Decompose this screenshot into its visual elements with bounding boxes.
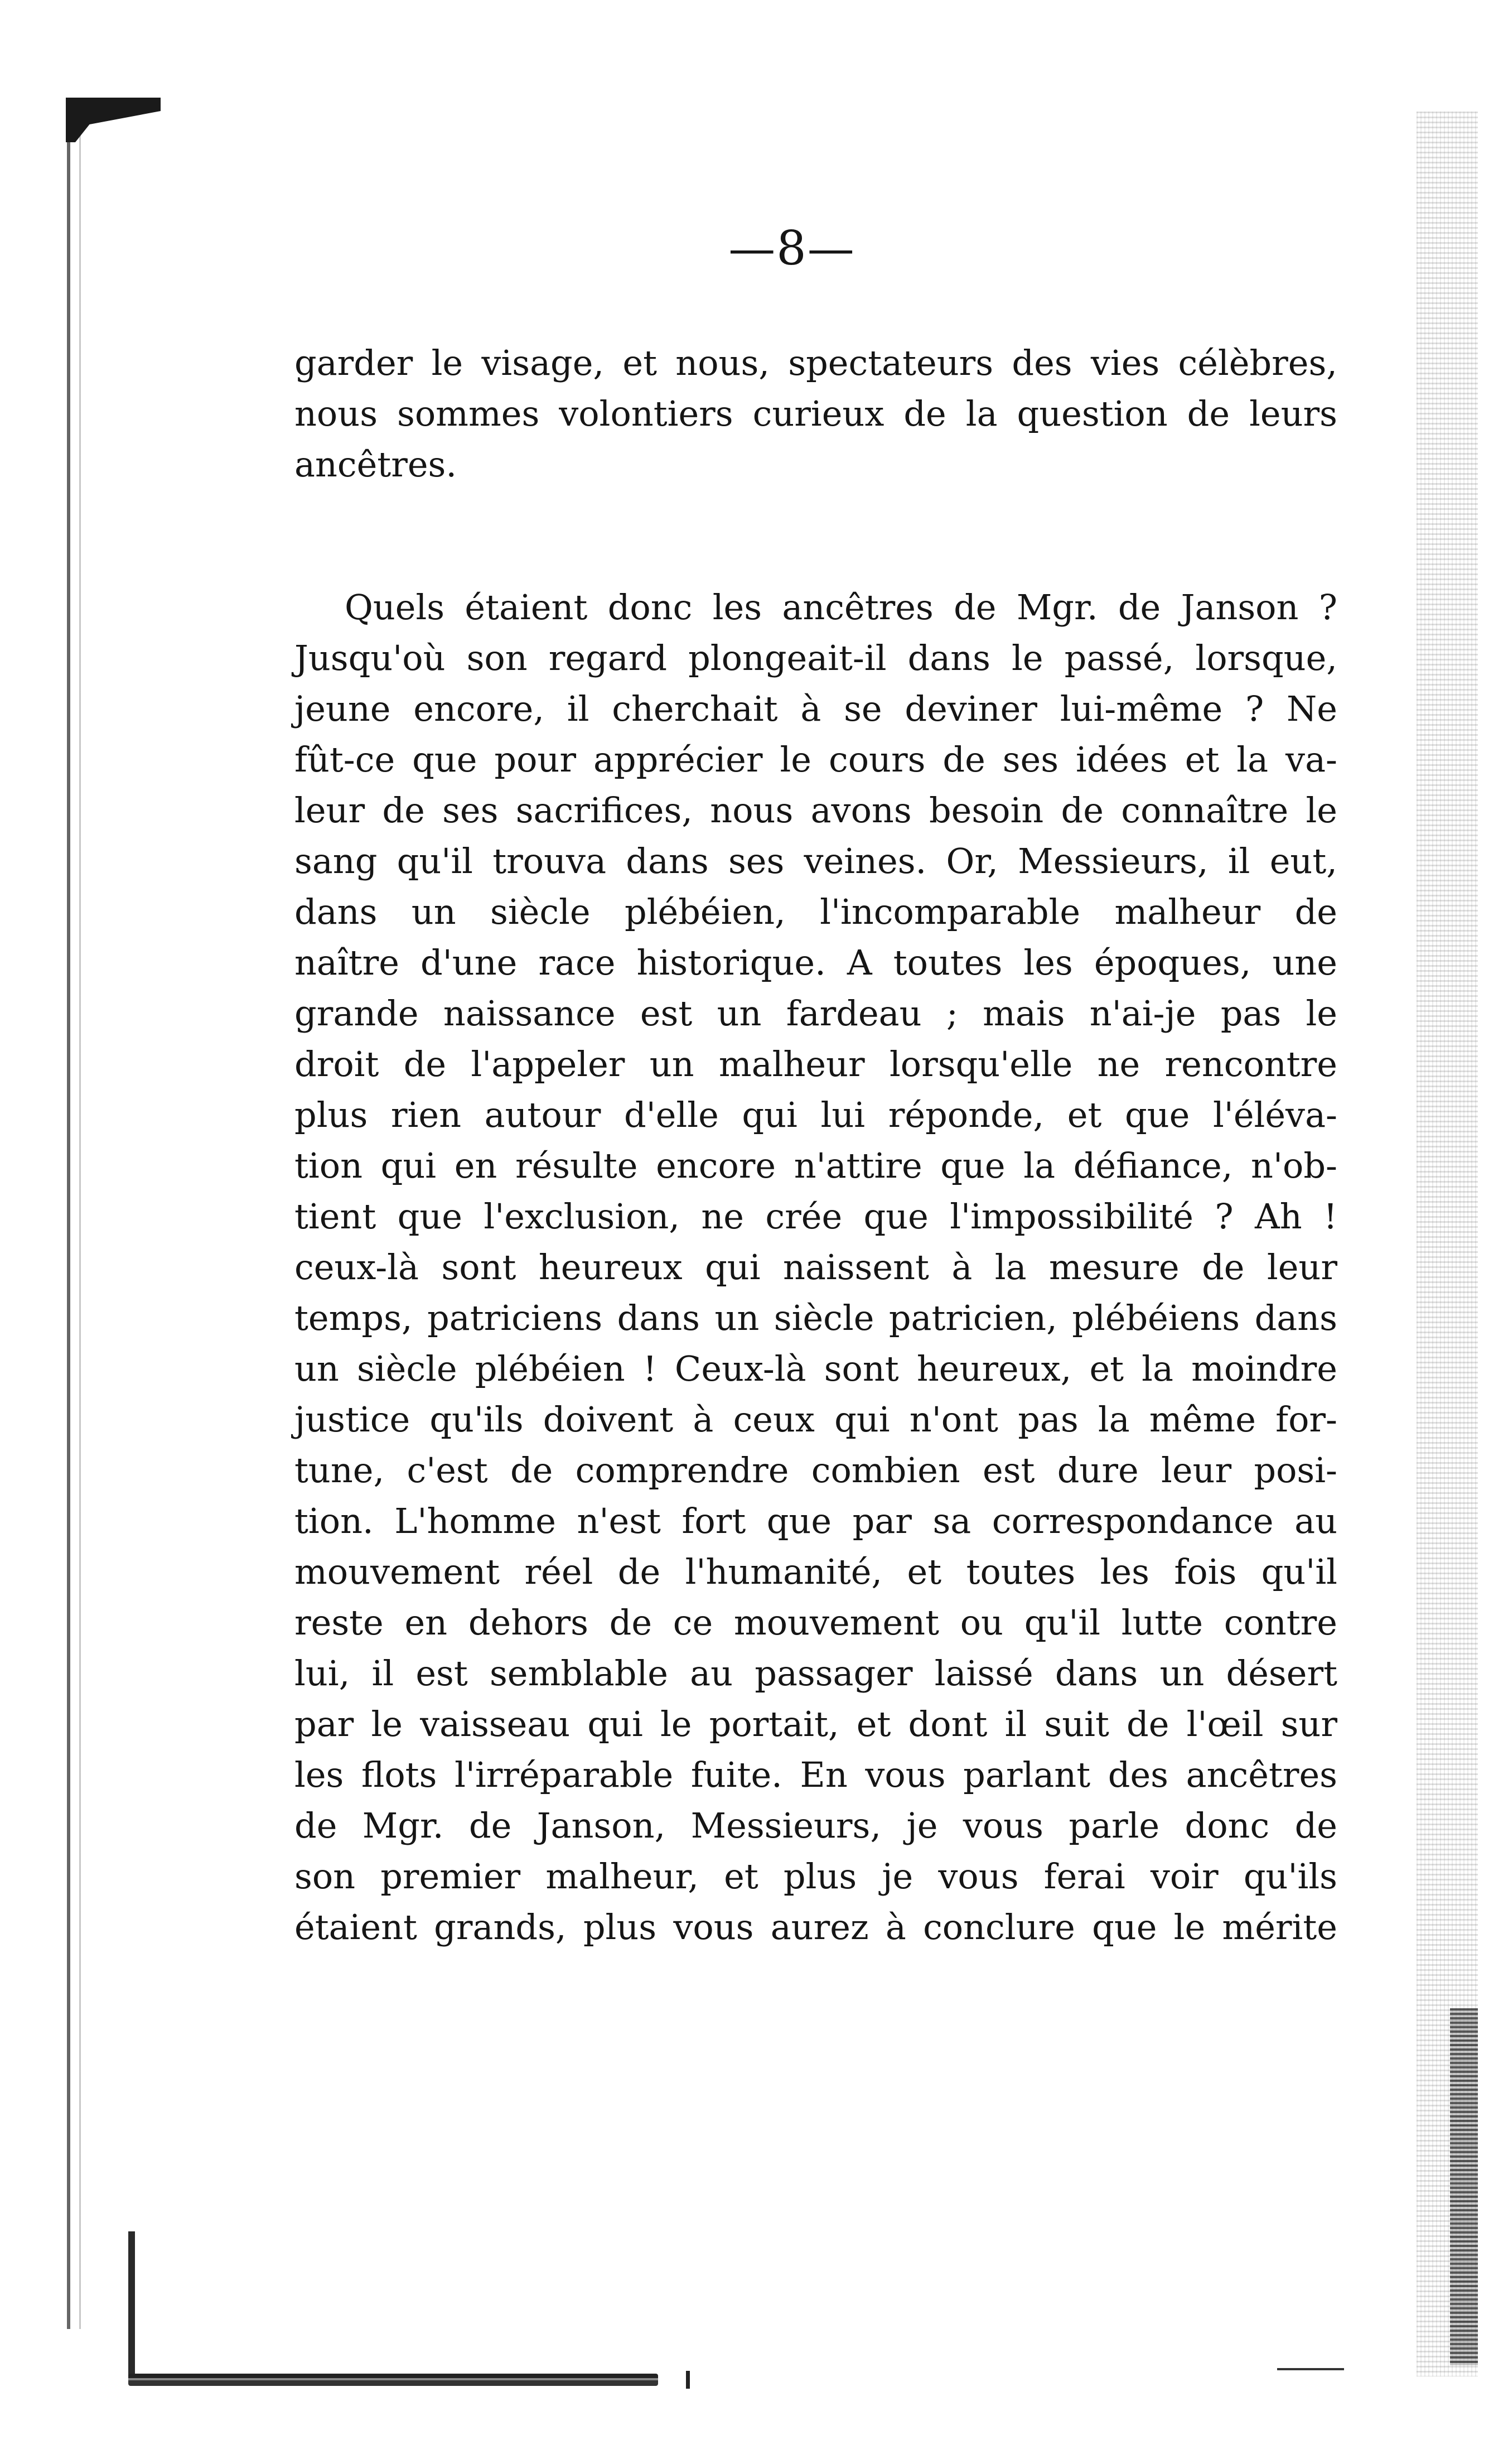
- paragraph-gap: [294, 490, 1337, 582]
- bottom-tick-mark: [686, 2371, 690, 2389]
- bottom-edge-shadow: [128, 2374, 658, 2386]
- text-line: tient que l'exclusion, ne crée que l'impossibilité ? Ah !: [294, 1196, 1337, 1237]
- text-line: les flots l'irréparable fuite. En vous parlant des ancêtres: [294, 1754, 1337, 1795]
- text-line: naître d'une race historique. A toutes les époques, une: [294, 942, 1337, 983]
- text-line: sang qu'il trouva dans ses veines. Or, Messieurs, il eut,: [294, 841, 1337, 881]
- text-line: étaient grands, plus vous aurez à conclure que le mérite: [294, 1907, 1337, 1947]
- bottom-dash-mark: [1277, 2368, 1344, 2370]
- text-line: Jusqu'où son regard plongeait-il dans le passé, lorsque,: [294, 638, 1337, 678]
- body-text: [294, 337, 1337, 1952]
- text-line: un siècle plébéien ! Ceux-là sont heureux, et la moindre: [294, 1348, 1337, 1389]
- text-line: ceux-là sont heureux qui naissent à la mesure de leur: [294, 1247, 1337, 1288]
- text-line: Quels étaient donc les ancêtres de Mgr. de Janson ?: [345, 587, 1337, 628]
- paragraph: [294, 582, 1337, 1952]
- page-edge-dark-texture: [1450, 2008, 1478, 2365]
- text-line: plus rien autour d'elle qui lui réponde, et que l'éléva-: [294, 1094, 1337, 1135]
- text-line: ancêtres.: [294, 444, 457, 485]
- text-line: justice qu'ils doivent à ceux qui n'ont pas la même for-: [294, 1399, 1337, 1440]
- text-line: garder le visage, et nous, spectateurs des vies célèbres,: [294, 343, 1337, 383]
- text-line: mouvement réel de l'humanité, et toutes les fois qu'il: [294, 1551, 1337, 1592]
- text-line: grande naissance est un fardeau ; mais n'ai-je pas le: [294, 993, 1337, 1034]
- text-line: de Mgr. de Janson, Messieurs, je vous parle donc de: [294, 1805, 1337, 1846]
- text-line: fût-ce que pour apprécier le cours de ses idées et la va-: [294, 739, 1337, 780]
- text-line: leur de ses sacrifices, nous avons besoin de connaître le: [294, 790, 1337, 831]
- text-line: droit de l'appeler un malheur lorsqu'elle ne rencontre: [294, 1044, 1337, 1084]
- text-line: tion qui en résulte encore n'attire que la défiance, n'ob-: [294, 1145, 1337, 1186]
- text-line: tion. L'homme n'est fort que par sa correspondance au: [294, 1501, 1337, 1541]
- text-line: reste en dehors de ce mouvement ou qu'il lutte contre: [294, 1602, 1337, 1643]
- text-line: jeune encore, il cherchait à se deviner lui-même ? Ne: [294, 688, 1337, 729]
- text-line: par le vaisseau qui le portait, et dont il suit de l'œil sur: [294, 1704, 1337, 1744]
- text-line: son premier malheur, et plus je vous ferai voir qu'ils: [294, 1856, 1337, 1897]
- text-line: nous sommes volontiers curieux de la question de leurs: [294, 393, 1337, 434]
- binding-edge-shadow: [67, 98, 117, 2329]
- text-line: lui, il est semblable au passager laissé dans un désert: [294, 1653, 1337, 1694]
- bottom-corner-mark: [128, 2231, 135, 2382]
- page-number: —8—: [728, 221, 856, 276]
- paragraph: [294, 337, 1337, 490]
- text-line: temps, patriciens dans un siècle patricien, plébéiens dans: [294, 1298, 1337, 1338]
- text-line: dans un siècle plébéien, l'incomparable malheur de: [294, 891, 1337, 932]
- text-line: tune, c'est de comprendre combien est dure leur posi-: [294, 1450, 1337, 1491]
